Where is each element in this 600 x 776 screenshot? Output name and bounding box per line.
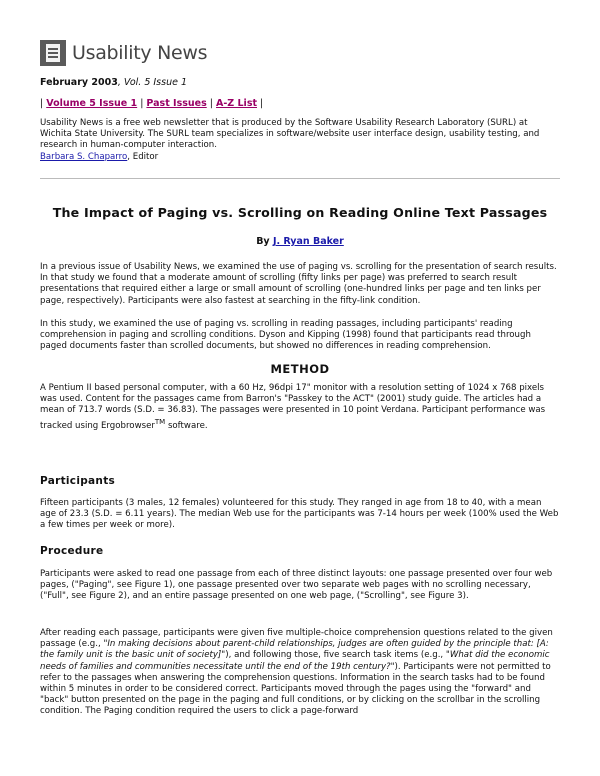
logo[interactable] — [40, 40, 207, 66]
participants-heading: Participants — [40, 475, 116, 487]
nav-separator: | — [140, 98, 144, 109]
intro-text: Usability News is a free web newsletter that is produced by the Software Usability Research Laboratory (SURL) at Wichita State University. The SURL team specializes in software/website user interface design, usability testing, and research in human-computer interaction. — [40, 118, 540, 151]
nav-separator: | — [40, 98, 44, 109]
search-task-example: What did the economic needs of families and communities necessitate until the end of the 19th century? — [40, 650, 550, 672]
nav-link-az-list[interactable]: A-Z List — [216, 98, 258, 109]
paragraph-comprehension — [40, 628, 560, 718]
issue-nav — [40, 98, 263, 109]
author-link[interactable]: J. Ryan Baker — [272, 236, 344, 247]
nav-link-past-issues[interactable]: Past Issues — [146, 98, 207, 109]
trademark: TM — [154, 417, 166, 426]
newsletter-intro — [40, 118, 560, 163]
article-title: The Impact of Paging vs. Scrolling on Reading Online Text Passages — [52, 205, 548, 220]
issue-volume: , Vol. 5 Issue 1 — [117, 77, 188, 88]
editor-link[interactable]: Barbara S. Chaparro — [40, 151, 128, 162]
comprehension-example: In making decisions about parent-child relationships, judges are often guided by the principle that: [A: the family unit is the basic unit of society] — [40, 639, 549, 661]
method-end: software. — [165, 420, 208, 431]
procedure-heading: Procedure — [40, 545, 104, 557]
nav-link-volume[interactable]: Volume 5 Issue 1 — [46, 98, 138, 109]
paragraph-method — [40, 383, 560, 432]
paragraph-procedure: Participants were asked to read one passage from each of three distinct layouts: one passage presented over four web pages, ("Paging", see Figure 1), one passage presented over two separate web pages with no scrolling necessary, ("Full", see Figure 2), and an entire passage presented on one web page, ("Scrolling", see Figure 3). — [40, 569, 553, 602]
header-divider — [40, 178, 560, 179]
issue-date: February 2003 — [40, 77, 118, 88]
comprehension-text-b: "), and following those, five search task items (e.g., " — [221, 650, 450, 661]
method-text: A Pentium II based personal computer, with a 60 Hz, 96dpi 17" monitor with a resolution setting of 1024 x 768 pixels was used. Content for the passages came from Barron's "Passkey to the ACT" (2001) study guide. The articles had a mean of 713.7 words (S.D. = 36.83). The passages were presented in 10 point Verdana. Participant performance was tracked using Ergobrowser — [40, 383, 546, 431]
paragraph-study: In this study, we examined the use of paging vs. scrolling in reading passages, including participants' reading comprehension in paging and scrolling conditions. Dyson and Kipping (1998) found that participants read through paged documents faster than scrolled documents, but showed no differences in reading comprehension. — [40, 319, 531, 352]
nav-separator: | — [260, 98, 264, 109]
comprehension-text-c: "). Participants were not permitted to refer to the passages when answering the comprehension questions. Information in the search tasks had to be found within 5 minutes in order to be considered correct. Participants moved through the pages using the "forward" and "back" button presented on the page in the paging and full conditions, or by clicking on the scrollbar in the scrolling condition. The Paging condition required the users to click a page-forward — [40, 661, 551, 717]
issue-meta — [40, 77, 187, 88]
method-heading: METHOD — [270, 362, 330, 376]
byline-prefix: By — [256, 236, 273, 247]
editor-suffix: , Editor — [127, 151, 159, 162]
comprehension-text-a: After reading each passage, participants were given five multiple-choice comprehension questions related to the given passage (e.g., " — [40, 628, 553, 650]
newsletter-icon — [40, 40, 66, 66]
byline — [0, 236, 600, 247]
nav-separator: | — [209, 98, 213, 109]
paragraph-participants: Fifteen participants (3 males, 12 females) volunteered for this study. They ranged in age from 18 to 40, with a mean age of 23.3 (S.D. = 6.11 years). The median Web use for the participants was 7-14 hours per week (100% used the Web a few times per week or more). — [40, 498, 559, 531]
logo-text: Usability News — [72, 42, 208, 64]
paragraph-intro: In a previous issue of Usability News, we examined the use of paging vs. scrolling for the presentation of search results. In that study we found that a moderate amount of scrolling (fifty links per page) was preferred to search result presentations that required either a large or small amount of scrolling (one-hundred links per page and ten links per page, respectively). Participants were also fastest at searching in the fifty-link condition. — [40, 262, 557, 306]
